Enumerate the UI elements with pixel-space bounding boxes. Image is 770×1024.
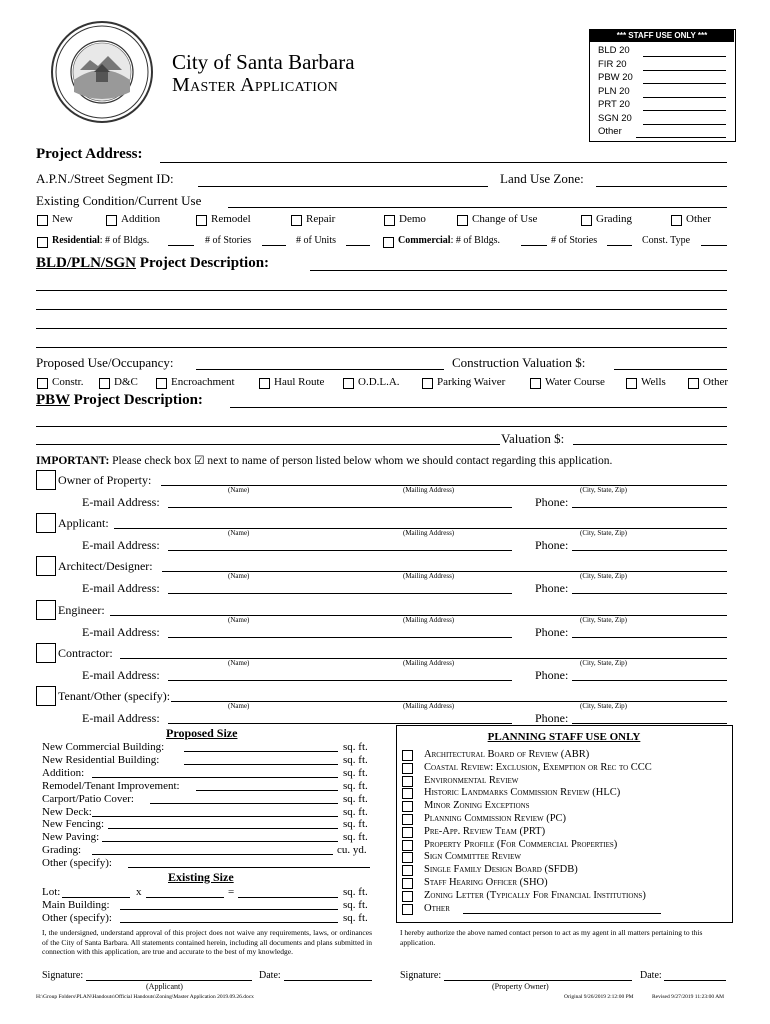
- planning-other-field[interactable]: [463, 913, 661, 914]
- certify-applicant-text: I, the undersigned, understand approval of this project does not waive any requirements, laws, or ordinances of the City of Santa Barbara. All statements contained herein, including all documents and plans submitted in connection with this application, are true and accurate to the best of my knowledge.: [42, 928, 372, 957]
- option-d-c-label: D&C: [114, 376, 138, 388]
- const-type-field[interactable]: [701, 245, 727, 246]
- option-wells-checkbox[interactable]: [626, 378, 637, 389]
- option-o-d-l-a-checkbox[interactable]: [343, 378, 354, 389]
- existing-condition-label: Existing Condition/Current Use: [36, 193, 202, 208]
- proposed-row-label: Other (specify):: [42, 857, 112, 870]
- proposed-row-field[interactable]: [150, 803, 338, 804]
- bld-title: BLD/PLN/SGN: [36, 255, 137, 271]
- planning-item-checkbox[interactable]: [402, 878, 413, 889]
- contact-0-label: Owner of Property:: [58, 473, 152, 487]
- contact-5-phone-field[interactable]: [572, 723, 727, 724]
- planning-item-checkbox[interactable]: [402, 788, 413, 799]
- type-new-checkbox[interactable]: [37, 215, 48, 226]
- lot-equals: =: [228, 886, 235, 898]
- proposed-row-unit: sq. ft.: [343, 831, 368, 844]
- existing-row-field[interactable]: [120, 922, 338, 923]
- commercial-checkbox[interactable]: [383, 237, 394, 248]
- planning-item-label: Staff Hearing Officer (SHO): [424, 877, 548, 888]
- option-haul-route-checkbox[interactable]: [259, 378, 270, 389]
- type-grading-checkbox[interactable]: [581, 215, 592, 226]
- planning-item-label: Environmental Review: [424, 774, 519, 786]
- type-demo-label: Demo: [399, 213, 426, 225]
- staff-item-label: PLN 20: [598, 85, 630, 97]
- name-caption: (Name): [228, 572, 250, 581]
- res-bldgs-field[interactable]: [168, 245, 194, 246]
- owner-date-label: Date:: [640, 970, 662, 981]
- staff-item-label: Other: [598, 126, 622, 137]
- planning-item-checkbox[interactable]: [402, 827, 413, 838]
- commercial-label: Commercial: [398, 235, 451, 246]
- project-address-field[interactable]: [160, 162, 727, 163]
- mailing-caption: (Mailing Address): [403, 615, 455, 624]
- type-grading-label: Grading: [596, 213, 633, 225]
- planning-item-label: Coastal Review: Exclusion, Exemption or Rec to CCC: [424, 761, 652, 773]
- option-parking-waiver-label: Parking Waiver: [437, 376, 506, 388]
- contact-2-email-field[interactable]: [168, 593, 512, 594]
- lot-area-field[interactable]: [238, 897, 338, 898]
- staff-item-label: SGN 20: [598, 112, 632, 124]
- existing-row-unit: sq. ft.: [343, 912, 368, 924]
- planning-item-checkbox[interactable]: [402, 852, 413, 863]
- form-title: Master Application: [172, 74, 338, 96]
- contact-0-checkbox[interactable]: [36, 470, 56, 490]
- com-bldgs-label: : # of Bldgs.: [450, 235, 501, 246]
- important-note: IMPORTANT: Please check box ☑ next to name of person listed below whom we should contact regarding this application.: [36, 455, 613, 467]
- construction-valuation-field[interactable]: [614, 369, 727, 370]
- proposed-row-label: Remodel/Tenant Improvement:: [42, 779, 180, 792]
- phone-label: Phone:: [535, 667, 569, 682]
- land-use-zone-label: Land Use Zone:: [500, 171, 584, 186]
- planning-item-label: Historic Landmarks Commission Review (HLC): [424, 787, 621, 799]
- planning-item-checkbox[interactable]: [402, 840, 413, 851]
- city-caption: (City, State, Zip): [580, 529, 627, 538]
- lot-width-field[interactable]: [62, 897, 130, 898]
- staff-use-box: [589, 29, 736, 142]
- existing-size-title: Existing Size: [168, 870, 234, 884]
- contact-5-label: Tenant/Other (specify):: [58, 689, 171, 703]
- planning-item-checkbox[interactable]: [402, 763, 413, 774]
- proposed-row-label: New Commercial Building:: [42, 741, 165, 753]
- city-caption: (City, State, Zip): [580, 572, 627, 581]
- option-encroachment-label: Encroachment: [171, 376, 235, 388]
- staff-item-field[interactable]: [636, 137, 726, 138]
- contact-0-phone-field[interactable]: [572, 507, 727, 508]
- proposed-row-field[interactable]: [108, 828, 338, 829]
- planning-staff-title: PLANNING STAFF USE ONLY: [487, 731, 641, 743]
- option-o-d-l-a-label: O.D.L.A.: [358, 376, 400, 388]
- contact-1-phone-field[interactable]: [572, 550, 727, 551]
- existing-row-label: Other (specify):: [42, 912, 112, 924]
- certify-owner-text: I hereby authorize the above named contact person to act as my agent in all matters pertaining to this application.: [400, 928, 703, 947]
- name-caption: (Name): [228, 529, 250, 538]
- planning-item-checkbox[interactable]: [402, 891, 413, 902]
- res-stories-field[interactable]: [262, 245, 286, 246]
- staff-item-label: BLD 20: [598, 45, 630, 56]
- proposed-row-label: Carport/Patio Cover:: [42, 792, 134, 805]
- option-water-course-label: Water Course: [545, 376, 605, 388]
- pbw-description-line-3[interactable]: [36, 444, 500, 445]
- name-caption: (Name): [228, 486, 250, 494]
- name-caption: (Name): [228, 702, 250, 710]
- proposed-row-field[interactable]: [102, 841, 338, 842]
- res-units-label: # of Units: [296, 235, 336, 246]
- applicant-signature-label: Signature:: [42, 970, 84, 981]
- check-icon: ☑: [194, 455, 205, 467]
- type-demo-checkbox[interactable]: [384, 215, 395, 226]
- staff-item-field[interactable]: [643, 124, 726, 125]
- mailing-caption: (Mailing Address): [403, 486, 455, 494]
- option-parking-waiver-checkbox[interactable]: [422, 378, 433, 389]
- planning-item-checkbox[interactable]: [402, 801, 413, 812]
- bld-description-line-5[interactable]: [36, 347, 727, 348]
- planning-item-checkbox[interactable]: [402, 750, 413, 761]
- land-use-zone-field[interactable]: [596, 186, 727, 187]
- city-name: City of Santa Barbara: [172, 50, 355, 74]
- staff-item: [598, 99, 630, 110]
- proposed-row-unit: sq. ft.: [343, 766, 368, 779]
- proposed-row-unit: sq. ft.: [343, 792, 368, 805]
- lot-x: x: [136, 886, 142, 898]
- contact-0-email-field[interactable]: [168, 507, 512, 508]
- city-caption: (City, State, Zip): [580, 702, 627, 710]
- contact-1-checkbox[interactable]: [36, 513, 56, 533]
- planning-item-checkbox[interactable]: [402, 814, 413, 825]
- option-encroachment-checkbox[interactable]: [156, 378, 167, 389]
- option-wells-label: Wells: [641, 376, 666, 388]
- planning-item-label: Other: [424, 902, 450, 914]
- mailing-caption: (Mailing Address): [403, 702, 455, 710]
- residential-label: Residential: [52, 235, 100, 246]
- existing-row-unit: sq. ft.: [343, 899, 368, 911]
- type-remodel-checkbox[interactable]: [196, 215, 207, 226]
- planning-item-label: Sign Committee Review: [424, 851, 522, 863]
- contact-2-checkbox[interactable]: [36, 556, 56, 576]
- option-other-checkbox[interactable]: [688, 378, 699, 389]
- com-stories-field[interactable]: [607, 245, 632, 246]
- email-label: E-mail Address:: [82, 667, 160, 682]
- proposed-row-unit: sq. ft.: [343, 805, 368, 818]
- city-caption: (City, State, Zip): [580, 658, 627, 667]
- contact-1-label: Applicant:: [58, 516, 109, 531]
- option-haul-route-label: Haul Route: [274, 376, 325, 388]
- contact-5-checkbox[interactable]: [36, 686, 56, 706]
- existing-row-field[interactable]: [120, 909, 338, 910]
- proposed-row-unit: sq. ft.: [343, 779, 368, 792]
- proposed-row-label: New Residential Building:: [42, 753, 160, 766]
- planning-item-label: Zoning Letter (Typically For Financial Institutions): [424, 889, 646, 901]
- bld-description-line-3[interactable]: [36, 309, 727, 310]
- footer-original: Original 9/26/2019 2:12:00 PM: [564, 994, 634, 1000]
- phone-label: Phone:: [535, 538, 569, 553]
- planning-item-label: Planning Commission Review (PC): [424, 813, 567, 824]
- applicant-signature-field[interactable]: [86, 980, 252, 981]
- contact-5-email-field[interactable]: [168, 723, 512, 724]
- planning-item-label: Minor Zoning Exceptions: [424, 800, 530, 812]
- city-seal: [50, 20, 154, 124]
- applicant-caption: (Applicant): [146, 982, 183, 991]
- staff-item-label: PBW 20: [598, 72, 633, 83]
- owner-date-field[interactable]: [664, 980, 726, 981]
- applicant-date-field[interactable]: [284, 980, 372, 981]
- lot-depth-field[interactable]: [146, 897, 224, 898]
- city-caption: (City, State, Zip): [580, 486, 627, 494]
- type-repair-checkbox[interactable]: [291, 215, 302, 226]
- proposed-size-title: Proposed Size: [166, 726, 238, 740]
- contact-2-label: Architect/Designer:: [58, 559, 153, 574]
- lot-label: Lot:: [42, 886, 61, 898]
- type-addition-label: Addition: [121, 213, 161, 225]
- staff-item-field[interactable]: [643, 83, 726, 84]
- proposed-row-field[interactable]: [196, 790, 338, 791]
- planning-item-checkbox[interactable]: [402, 776, 413, 787]
- phone-label: Phone:: [535, 624, 569, 639]
- proposed-row-field[interactable]: [92, 777, 338, 778]
- email-label: E-mail Address:: [82, 624, 160, 639]
- staff-item-field[interactable]: [643, 70, 726, 71]
- contact-3-checkbox[interactable]: [36, 600, 56, 620]
- apn-label: A.P.N./Street Segment ID:: [36, 171, 174, 186]
- planning-item-label: Architectural Board of Review (ABR): [424, 749, 590, 760]
- proposed-use-label: Proposed Use/Occupancy:: [36, 355, 174, 370]
- email-label: E-mail Address:: [82, 495, 160, 509]
- bld-title-rest: Project Description:: [136, 255, 270, 271]
- footer-path: H:\Group Folders\PLAN\Handouts\Official Handouts\Zoning\Master Application 2019.09.26.docx: [36, 994, 254, 1000]
- staff-use-title: *** STAFF USE ONLY ***: [590, 29, 734, 42]
- pbw-description-line-2[interactable]: [36, 426, 727, 427]
- pbw-valuation-field[interactable]: [573, 444, 727, 445]
- planning-item-checkbox[interactable]: [402, 904, 413, 915]
- type-other-label: Other: [686, 213, 712, 225]
- contact-4-checkbox[interactable]: [36, 643, 56, 663]
- planning-item-label: Single Family Design Board (SFDB): [424, 864, 578, 876]
- lot-unit: sq. ft.: [343, 886, 368, 898]
- email-label: E-mail Address:: [82, 538, 160, 553]
- contact-1-email-field[interactable]: [168, 550, 512, 551]
- staff-item-field[interactable]: [643, 97, 726, 98]
- planning-item-label: Pre-App. Review Team (PRT): [424, 825, 546, 837]
- type-other-checkbox[interactable]: [671, 215, 682, 226]
- mailing-caption: (Mailing Address): [403, 529, 455, 538]
- name-caption: (Name): [228, 615, 250, 624]
- option-other-label: Other: [703, 376, 729, 388]
- construction-valuation-label: Construction Valuation $:: [452, 355, 586, 370]
- proposed-row-label: Grading:: [42, 844, 82, 857]
- com-stories-label: # of Stories: [551, 235, 598, 246]
- contact-4-label: Contractor:: [58, 645, 113, 660]
- option-water-course-checkbox[interactable]: [530, 378, 541, 389]
- bld-description-line-4[interactable]: [36, 328, 727, 329]
- owner-caption: (Property Owner): [492, 982, 549, 991]
- important-label: IMPORTANT:: [36, 455, 110, 467]
- applicant-date-label: Date:: [259, 970, 281, 981]
- owner-signature-label: Signature:: [400, 970, 442, 981]
- type-change-of-use-label: Change of Use: [472, 213, 538, 225]
- existing-row-label: Main Building:: [42, 899, 110, 911]
- proposed-row-unit: sq. ft.: [343, 818, 368, 831]
- proposed-row-unit: sq. ft.: [343, 741, 368, 753]
- pbw-description-line-1[interactable]: [230, 407, 727, 408]
- contact-2-phone-field[interactable]: [572, 593, 727, 594]
- bld-description-line-1[interactable]: [310, 270, 727, 271]
- residential-checkbox[interactable]: [37, 237, 48, 248]
- staff-item-field[interactable]: [643, 110, 726, 111]
- staff-item-field[interactable]: [643, 56, 726, 57]
- staff-item: [598, 113, 632, 124]
- proposed-row-unit: cu. yd.: [337, 844, 367, 857]
- project-address-label: Project Address:: [36, 146, 143, 162]
- proposed-use-field[interactable]: [196, 369, 444, 370]
- proposed-row-field[interactable]: [92, 816, 338, 817]
- proposed-row-label: New Deck:: [42, 805, 92, 818]
- name-caption: (Name): [228, 658, 250, 667]
- staff-item-label: PRT 20: [598, 99, 630, 110]
- proposed-row-field[interactable]: [184, 764, 338, 765]
- apn-field[interactable]: [198, 186, 488, 187]
- type-change-of-use-checkbox[interactable]: [457, 215, 468, 226]
- staff-item-label: FIR 20: [598, 58, 627, 70]
- contact-4-phone-field[interactable]: [572, 680, 727, 681]
- staff-item: [598, 45, 630, 56]
- contact-3-label: Engineer:: [58, 602, 105, 617]
- const-type-label: Const. Type: [642, 235, 691, 246]
- phone-label: Phone:: [535, 711, 569, 725]
- city-caption: (City, State, Zip): [580, 615, 627, 624]
- type-repair-label: Repair: [306, 213, 336, 225]
- type-addition-checkbox[interactable]: [106, 215, 117, 226]
- proposed-row-field[interactable]: [92, 854, 333, 855]
- proposed-row-label: New Paving:: [42, 831, 100, 844]
- bld-description-line-2[interactable]: [36, 290, 727, 291]
- proposed-row-label: New Fencing:: [42, 818, 105, 831]
- contact-3-phone-field[interactable]: [572, 637, 727, 638]
- pbw-title: PBW: [36, 392, 70, 408]
- planning-item-label: Property Profile (For Commercial Properties): [424, 838, 618, 850]
- proposed-row-label: Addition:: [42, 766, 85, 779]
- email-label: E-mail Address:: [82, 711, 160, 725]
- option-d-c-checkbox[interactable]: [99, 378, 110, 389]
- type-new-label: New: [52, 213, 73, 225]
- res-units-field[interactable]: [346, 245, 370, 246]
- pbw-title-rest: Project Description:: [69, 392, 203, 408]
- mailing-caption: (Mailing Address): [403, 658, 455, 667]
- existing-condition-field[interactable]: [228, 207, 727, 208]
- footer-revised: Revised 9/27/2019 11:23:00 AM: [652, 994, 725, 1000]
- mailing-caption: (Mailing Address): [403, 572, 455, 581]
- staff-item: [598, 72, 633, 83]
- staff-item: [598, 59, 627, 70]
- type-remodel-label: Remodel: [211, 213, 251, 225]
- contact-3-email-field[interactable]: [168, 637, 512, 638]
- res-stories-label: # of Stories: [205, 235, 252, 246]
- planning-item-checkbox[interactable]: [402, 865, 413, 876]
- phone-label: Phone:: [535, 581, 569, 596]
- proposed-row-field[interactable]: [128, 867, 370, 868]
- option-constr-checkbox[interactable]: [37, 378, 48, 389]
- proposed-row-unit: sq. ft.: [343, 753, 368, 766]
- com-bldgs-field[interactable]: [521, 245, 547, 246]
- pbw-valuation-label: Valuation $:: [501, 431, 565, 446]
- staff-item: [598, 86, 630, 97]
- option-constr-label: Constr.: [52, 376, 84, 388]
- contact-4-email-field[interactable]: [168, 680, 512, 681]
- proposed-row-field[interactable]: [184, 751, 338, 752]
- staff-item: [598, 126, 622, 137]
- owner-signature-field[interactable]: [444, 980, 632, 981]
- phone-label: Phone:: [535, 495, 569, 509]
- email-label: E-mail Address:: [82, 581, 160, 596]
- res-bldgs-label: : # of Bldgs.: [99, 235, 150, 246]
